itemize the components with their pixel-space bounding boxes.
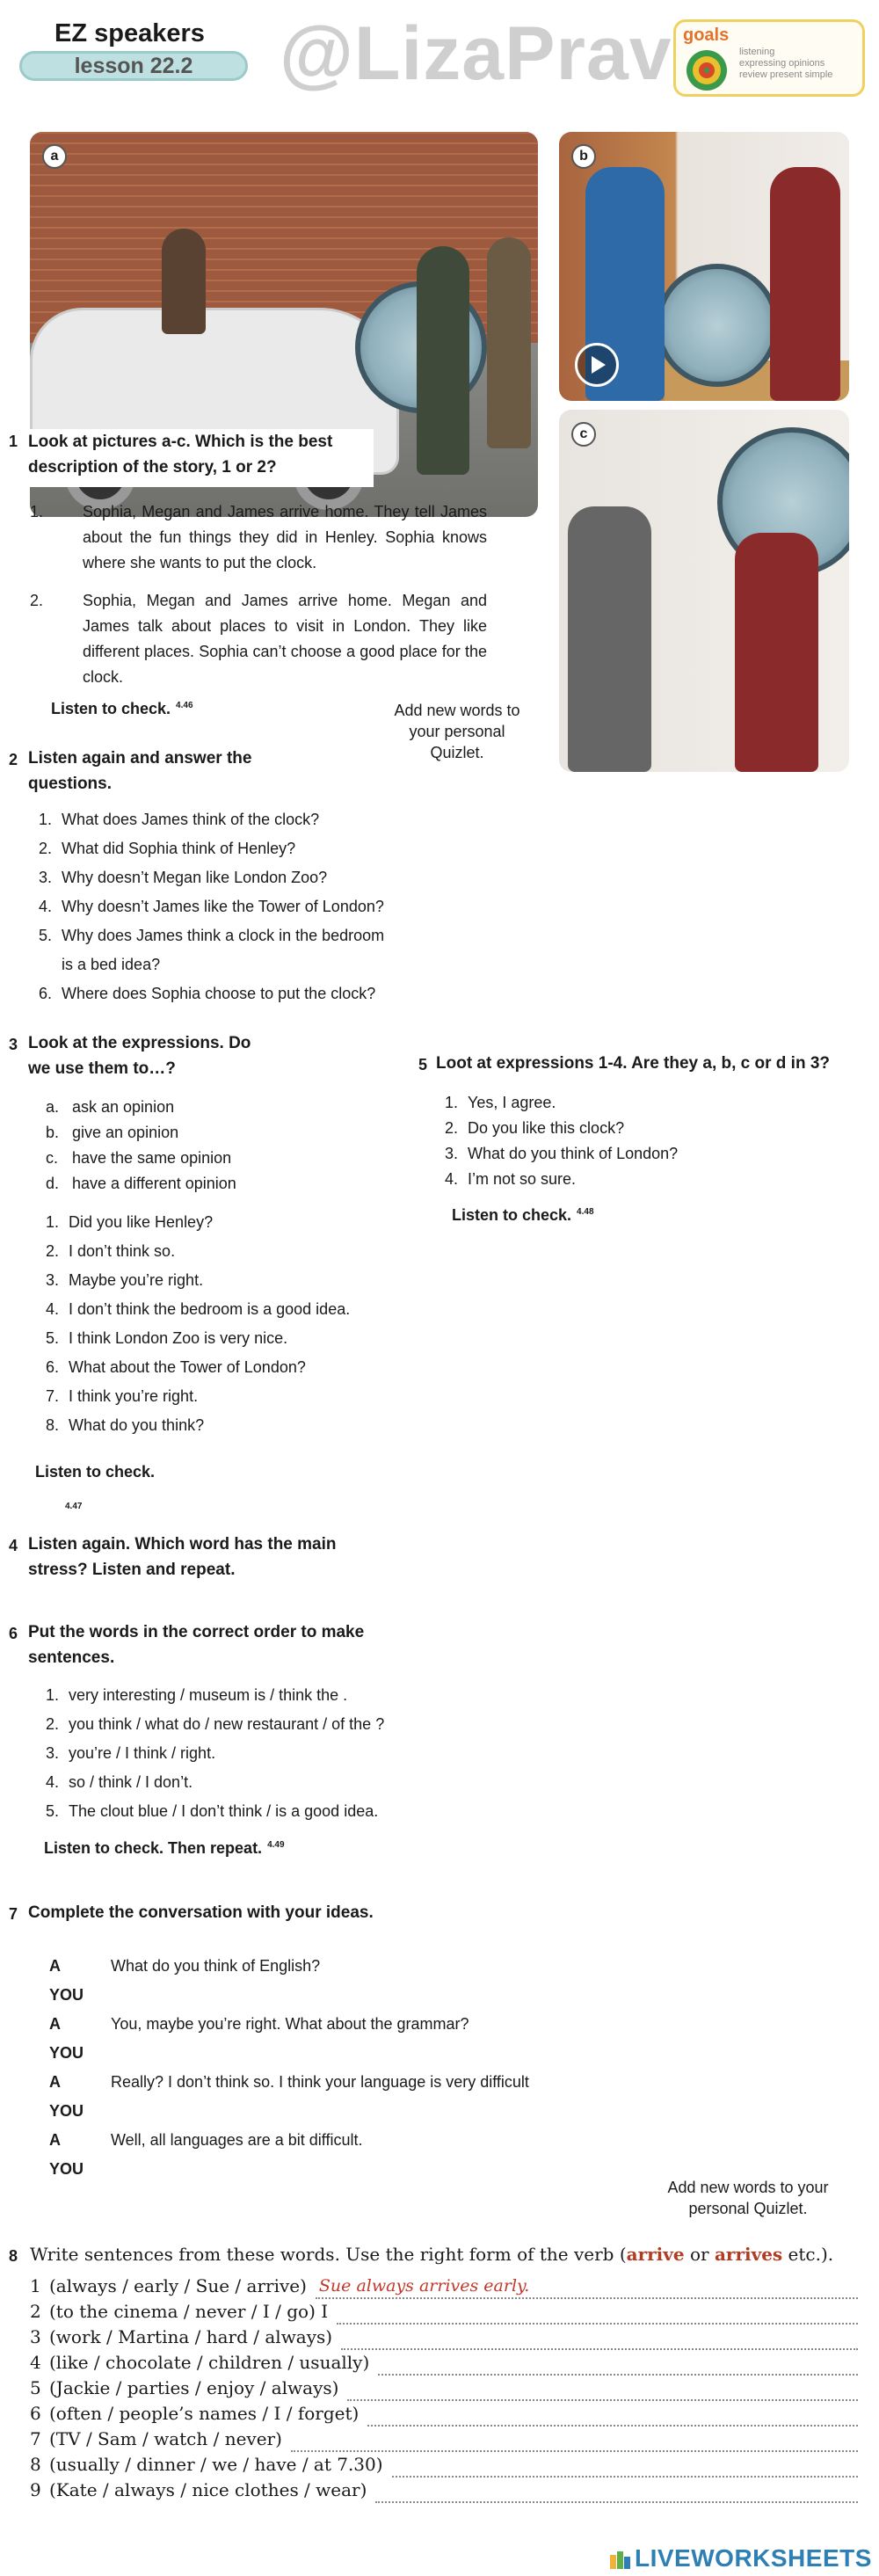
exercise-number: 6 — [9, 1625, 18, 1642]
liveworksheets-icon — [610, 2551, 631, 2569]
answer-input[interactable] — [378, 2360, 858, 2376]
exercise-2-questions — [39, 807, 384, 1010]
question-item: 5. Why does James think a clock in the bedroom — [39, 927, 385, 944]
conversation-line[interactable]: YOU — [49, 2102, 84, 2120]
person-figure — [770, 167, 840, 401]
listen-to-check: Listen to check. $^{4.46}$ — [51, 700, 193, 717]
worksheet-title: EZ speakers — [54, 19, 205, 47]
sentence-row: 9 (Kate / always / nice clothes / wear) — [30, 2478, 858, 2503]
goals-label: goals — [683, 25, 730, 45]
answer-input[interactable] — [375, 2487, 858, 2503]
exercise-2-heading: Listen again and answer the questions. — [28, 749, 252, 793]
goals-list — [739, 47, 832, 81]
exercise-number: 7 — [9, 1905, 18, 1923]
conversation-line: A Well, all languages are a bit difficult. — [49, 2131, 363, 2149]
exercise-1-heading: Look at pictures a-c. Which is the best description of the story, 1 or 2? — [28, 433, 333, 477]
exercise-6-items — [46, 1683, 384, 1828]
sentence-row: 6 (often / people’s names / I / forget) — [30, 2401, 858, 2427]
expression-item: 1. Yes, I agree. — [445, 1094, 556, 1111]
sentence-row: 8 (usually / dinner / we / have / at 7.30) — [30, 2452, 858, 2478]
exercise-4-heading: Listen again. Which word has the main stress? Listen and repeat. — [28, 1535, 337, 1579]
expression-item: 3. What do you think of London? — [445, 1145, 679, 1162]
exercise-number: 2 — [9, 751, 18, 768]
sentence-row: 3 (work / Martina / hard / always) — [30, 2325, 858, 2350]
question-item: 4. Why doesn’t James like the Tower of London? — [39, 898, 384, 915]
exercise-3-expressions — [46, 1210, 350, 1442]
expression-item: 2. Do you like this clock? — [445, 1119, 625, 1137]
opinion-type: a. ask an opinion — [46, 1098, 175, 1116]
goal-item: review present simple — [739, 69, 833, 80]
question-item: is a bed idea? — [62, 956, 161, 973]
question-item: 3. Why doesn’t Megan like London Zoo? — [39, 869, 328, 886]
exercise-number: 5 — [418, 1056, 428, 1073]
expression-item: 5. I think London Zoo is very nice. — [46, 1329, 288, 1347]
answer-input[interactable] — [337, 2309, 858, 2325]
person-figure — [735, 533, 818, 772]
exercise-6-heading: Put the words in the correct order to make sentences. — [28, 1623, 365, 1667]
opinion-type: c. have the same opinion — [46, 1149, 232, 1167]
expression-item: 7. I think you’re right. — [46, 1387, 199, 1405]
person-figure — [162, 229, 206, 334]
exercise-number: 8 — [9, 2247, 18, 2265]
liveworksheets-logo[interactable]: LIVEWORKSHEETS — [635, 2544, 872, 2572]
expression-item: 8. What do you think? — [46, 1416, 205, 1434]
option-item[interactable]: 2. Sophia, Megan and James arrive home. Megan and James talk about places to visit in London. They like different places. Sophia can’t choose a good place for the clock. — [30, 592, 487, 686]
sentence-item: 5. The clout blue / I don’t think / is a good idea. — [46, 1802, 379, 1820]
person-figure — [487, 237, 531, 448]
question-item: 6. Where does Sophia choose to put the clock? — [39, 985, 376, 1002]
opinion-type: d. have a different opinion — [46, 1175, 236, 1192]
photo-c — [559, 410, 849, 772]
answer-input[interactable] — [367, 2411, 858, 2427]
goal-item: listening — [739, 47, 775, 57]
conversation-line[interactable]: YOU — [49, 1986, 84, 2004]
target-icon — [685, 48, 729, 92]
conversation-line: A Really? I don’t think so. I think your language is very difficult — [49, 2073, 529, 2091]
exercise-5-heading: Loot at expressions 1-4. Are they a, b, c or d in 3? — [436, 1054, 831, 1073]
exercise-8-instruction: Write sentences from these words. Use the right form of the verb (arrive or arrives etc.). — [30, 2244, 834, 2265]
listen-to-check: Listen to check. — [35, 1463, 156, 1481]
exercise-1-options — [30, 499, 487, 690]
expression-item: 1. Did you like Henley? — [46, 1213, 214, 1231]
question-item: 1. What does James think of the clock? — [39, 811, 320, 828]
exercise-number: 4 — [9, 1537, 18, 1554]
photo-label-a: a — [42, 144, 67, 169]
sentence-row: 7 (TV / Sam / watch / never) — [30, 2427, 858, 2452]
expression-item: 6. What about the Tower of London? — [46, 1358, 306, 1376]
listen-to-check: Listen to check. Then repeat. $^{4.49}$ — [44, 1839, 285, 1857]
goals-box — [673, 19, 865, 97]
conversation — [49, 1954, 612, 2186]
goal-item: expressing opinions — [739, 58, 825, 69]
photo-label-b: b — [571, 144, 596, 169]
photo-label-c: c — [571, 422, 596, 447]
option-item[interactable]: 1. Sophia, Megan and James arrive home. They tell James about the fun things they did in Henley. Sophia knows where she wants to put the clock. — [30, 503, 487, 571]
expression-item: 3. Maybe you’re right. — [46, 1271, 204, 1289]
answer-input[interactable] — [316, 2276, 858, 2299]
quizlet-note: Add new words to your personal Quizlet. — [667, 2179, 829, 2217]
exercise-number: 1 — [9, 433, 18, 450]
example-answer: Sue always arrives early. — [318, 2276, 530, 2296]
exercise-7-heading: Complete the conversation with your ideas. — [28, 1903, 374, 1922]
exercise-8-items — [30, 2274, 858, 2503]
question-item: 2. What did Sophia think of Henley? — [39, 840, 296, 857]
answer-input[interactable] — [341, 2334, 858, 2350]
exercise-3-letters — [46, 1095, 236, 1197]
play-icon[interactable] — [575, 343, 619, 387]
sentence-row: 2 (to the cinema / never / I / go) I — [30, 2299, 858, 2325]
sentence-row: 4 (like / chocolate / children / usually) — [30, 2350, 858, 2376]
answer-input[interactable] — [347, 2385, 858, 2401]
exercise-5-items — [445, 1090, 678, 1192]
sentence-item: 3. you’re / I think / right. — [46, 1744, 216, 1762]
opinion-type: b. give an opinion — [46, 1124, 179, 1141]
audio-code: 4.47 — [65, 1502, 83, 1511]
exercise-number: 3 — [9, 1036, 18, 1053]
expression-item: 4. I’m not so sure. — [445, 1170, 577, 1188]
conversation-line[interactable]: YOU — [49, 2044, 84, 2062]
photo-b — [559, 132, 849, 401]
person-figure — [417, 246, 469, 475]
sentence-item: 4. so / think / I don’t. — [46, 1773, 193, 1791]
clock-image — [656, 264, 779, 387]
sentence-row: 5 (Jackie / parties / enjoy / always) — [30, 2376, 858, 2401]
lesson-badge: lesson 22.2 — [19, 51, 248, 81]
answer-input[interactable] — [392, 2462, 858, 2478]
person-figure — [568, 506, 651, 772]
expression-item: 2. I don’t think so. — [46, 1242, 176, 1260]
answer-input[interactable] — [291, 2436, 858, 2452]
conversation-line: A What do you think of English? — [49, 1957, 321, 1975]
expression-item: 4. I don’t think the bedroom is a good idea. — [46, 1300, 351, 1318]
conversation-line[interactable]: YOU — [49, 2160, 84, 2178]
exercise-1-heading-box — [9, 429, 374, 487]
listen-to-check: Listen to check. $^{4.48}$ — [452, 1206, 594, 1224]
sentence-item: 1. very interesting / museum is / think the . — [46, 1686, 348, 1704]
sentence-item: 2. you think / what do / new restaurant / of the ? — [46, 1715, 385, 1733]
author-watermark: @LizaPrav — [280, 11, 672, 96]
quizlet-note: Add new words to your personal Quizlet. — [394, 702, 520, 761]
conversation-line: A You, maybe you’re right. What about the grammar? — [49, 2015, 469, 2033]
exercise-3-heading: Look at the expressions. Do we use them to…? — [28, 1034, 251, 1078]
sentence-row: 1 (always / early / Sue / arrive) Sue always arrives early. — [30, 2274, 858, 2299]
